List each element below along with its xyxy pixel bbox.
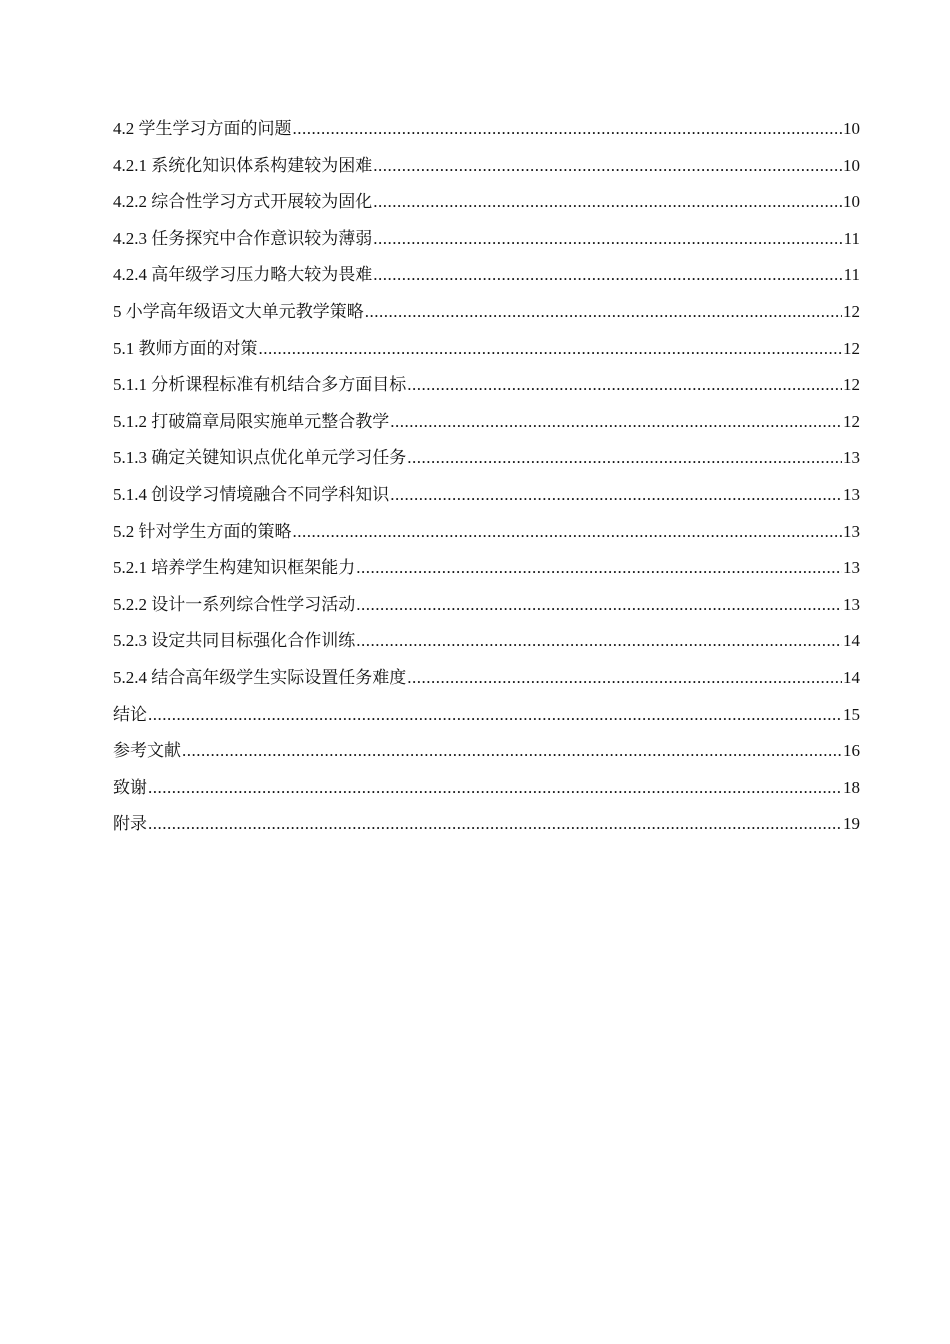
toc-dot-leader [148, 770, 842, 807]
toc-entry-appendix[interactable] [113, 806, 860, 843]
toc-dot-leader [356, 623, 842, 660]
toc-entry-title: 4.2 学生学习方面的问题 [113, 119, 292, 138]
toc-entry-page: 14 [843, 631, 860, 651]
toc-entry-page: 16 [843, 741, 860, 761]
toc-entry-title: 5.1.4 创设学习情境融合不同学科知识 [113, 484, 390, 504]
toc-dot-leader [148, 697, 842, 734]
toc-dot-leader [407, 440, 842, 477]
toc-dot-leader [293, 514, 843, 551]
toc-entry-5-2[interactable] [113, 514, 860, 551]
toc-entry-5-2-1[interactable] [113, 550, 860, 587]
toc-entry-5-1-1[interactable] [113, 367, 860, 404]
toc-dot-leader [373, 221, 842, 258]
toc-entry-page: 13 [843, 594, 860, 614]
toc-entry-4-2-2[interactable] [113, 184, 860, 221]
toc-entry-page: 12 [843, 411, 860, 431]
toc-entry-title: 4.2.3 任务探究中合作意识较为薄弱 [113, 228, 373, 248]
toc-dot-leader [373, 148, 842, 185]
toc-entry-page: 19 [843, 814, 860, 834]
toc-entry-5-2-3[interactable] [113, 623, 860, 660]
toc-entry-5-1-2[interactable] [113, 404, 860, 441]
toc-entry-title: 4.2.2 综合性学习方式开展较为固化 [113, 192, 373, 212]
toc-entry-page: 10 [843, 119, 860, 138]
toc-entry-page: 15 [843, 704, 860, 724]
toc-entry-page: 12 [843, 301, 860, 321]
toc-entry-title: 致谢 [113, 777, 147, 797]
toc-entry-title: 5.2.2 设计一系列综合性学习活动 [113, 594, 356, 614]
toc-entry-title: 5.2.4 结合高年级学生实际设置任务难度 [113, 667, 407, 687]
toc-entry-4-2[interactable] [113, 111, 860, 148]
toc-entry-page: 13 [843, 484, 860, 504]
toc-entry-5-2-4[interactable] [113, 660, 860, 697]
toc-entry-title: 5.1.3 确定关键知识点优化单元学习任务 [113, 448, 407, 468]
toc-entry-title: 5.2.1 培养学生构建知识框架能力 [113, 558, 356, 578]
toc-entry-page: 12 [843, 338, 860, 358]
toc-entry-page: 11 [843, 228, 860, 248]
toc-dot-leader [390, 404, 842, 441]
toc-entry-page: 11 [843, 265, 860, 285]
table-of-contents [113, 111, 860, 843]
toc-entry-page: 10 [843, 155, 860, 175]
toc-dot-leader [407, 660, 842, 697]
toc-dot-leader [356, 587, 842, 624]
toc-entry-5-1-3[interactable] [113, 440, 860, 477]
toc-entry-4-2-1[interactable] [113, 148, 860, 185]
toc-entry-title: 结论 [113, 704, 147, 724]
toc-entry-page: 13 [843, 448, 860, 468]
toc-entry-conclusion[interactable] [113, 697, 860, 734]
toc-entry-page: 13 [843, 521, 860, 541]
toc-entry-page: 12 [843, 375, 860, 395]
toc-entry-references[interactable] [113, 733, 860, 770]
toc-dot-leader [356, 550, 842, 587]
toc-entry-4-2-3[interactable] [113, 221, 860, 258]
toc-entry-title: 4.2.4 高年级学习压力略大较为畏难 [113, 265, 373, 285]
toc-entry-title: 5 小学高年级语文大单元教学策略 [113, 301, 364, 321]
toc-dot-leader [148, 806, 842, 843]
toc-entry-5-1-4[interactable] [113, 477, 860, 514]
toc-entry-title: 参考文献 [113, 741, 181, 761]
toc-dot-leader [373, 184, 842, 221]
toc-dot-leader [182, 733, 842, 770]
toc-entry-5-1[interactable] [113, 331, 860, 368]
toc-dot-leader [259, 331, 843, 368]
toc-entry-title: 5.1 教师方面的对策 [113, 338, 258, 358]
toc-dot-leader [293, 111, 843, 148]
toc-entry-title: 4.2.1 系统化知识体系构建较为困难 [113, 155, 373, 175]
toc-entry-5[interactable] [113, 294, 860, 331]
toc-entry-page: 10 [843, 192, 860, 212]
toc-entry-title: 5.2.3 设定共同目标强化合作训练 [113, 631, 356, 651]
toc-entry-page: 14 [843, 667, 860, 687]
toc-entry-title: 5.1.1 分析课程标准有机结合多方面目标 [113, 375, 407, 395]
toc-entry-title: 5.2 针对学生方面的策略 [113, 521, 292, 541]
toc-dot-leader [365, 294, 842, 331]
toc-dot-leader [390, 477, 842, 514]
toc-dot-leader [373, 257, 842, 294]
toc-entry-page: 18 [843, 777, 860, 797]
toc-dot-leader [407, 367, 842, 404]
toc-entry-acknowledgements[interactable] [113, 770, 860, 807]
toc-entry-5-2-2[interactable] [113, 587, 860, 624]
toc-entry-page: 13 [843, 558, 860, 578]
toc-entry-4-2-4[interactable] [113, 257, 860, 294]
toc-entry-title: 5.1.2 打破篇章局限实施单元整合教学 [113, 411, 390, 431]
toc-entry-title: 附录 [113, 814, 147, 834]
